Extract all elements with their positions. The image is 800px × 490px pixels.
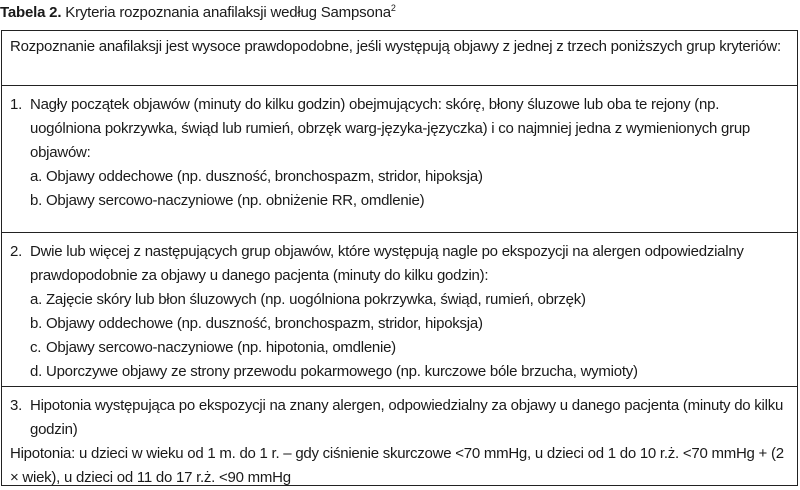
- item-text: Objawy oddechowe (np. duszność, bronchospazm, stridor, hipoksja): [46, 168, 483, 185]
- table-caption: [0, 3, 396, 23]
- item-text: Zajęcie skóry lub błon śluzowych (np. uogólniona pokrzywka, świąd, rumień, obrzęk): [46, 291, 586, 308]
- item-letter: c.: [30, 339, 42, 356]
- criterion-3: [10, 394, 789, 442]
- item-text: Objawy sercowo-naczyniowe (np. obniżenie RR, omdlenie): [46, 192, 425, 209]
- criterion-1-text: Nagły początek objawów (minuty do kilku godzin) obejmujących: skórę, błony śluzowe lub oba te rejony (np. uogólniona pokrzywka, świąd lub rumień, obrzęk warg-języka-języczka) i co najmniej jedna z wymienionych grup objawów:: [30, 96, 751, 161]
- item-letter: b.: [30, 315, 43, 332]
- item-text: Objawy sercowo-naczyniowe (np. hipotonia, omdlenie): [46, 339, 396, 356]
- item-letter: a.: [30, 168, 43, 185]
- criterion-2-item-c: [10, 336, 789, 360]
- item-letter: a.: [30, 291, 43, 308]
- criterion-3-cell: [2, 387, 797, 485]
- criterion-2-number: 2.: [10, 243, 23, 260]
- table-caption-title: Kryteria rozpoznania anafilaksji według Sampsona: [65, 4, 391, 21]
- criterion-2-item-a: [10, 288, 789, 312]
- table-caption-label: Tabela 2.: [0, 4, 62, 21]
- intro-text: Rozpoznanie anafilaksji jest wysoce prawdopodobne, jeśli występują objawy z jednej z trzech poniższych grup kryteriów:: [10, 38, 781, 55]
- criterion-3-number: 3.: [10, 397, 23, 414]
- criterion-2-text: Dwie lub więcej z następujących grup objawów, które występują nagle po ekspozycji na alergen odpowiedzialny prawdopodobnie za objawy u danego pacjenta (minuty do kilku godzin):: [30, 243, 744, 284]
- criterion-1: [10, 93, 789, 165]
- criterion-2-cell: [2, 233, 797, 387]
- criteria-table: [1, 30, 798, 486]
- criterion-3-text: Hipotonia występująca po ekspozycji na znany alergen, odpowiedzialny za objawy u danego pacjenta (minuty do kilku godzin): [30, 397, 784, 438]
- criterion-1-item-b: [10, 189, 789, 213]
- reference-marker: 2: [390, 3, 396, 13]
- item-letter: b.: [30, 192, 43, 209]
- criterion-1-item-a: [10, 165, 789, 189]
- item-text: Uporczywe objawy ze strony przewodu pokarmowego (np. kurczowe bóle brzucha, wymioty): [46, 363, 638, 380]
- criterion-2-item-d: [10, 360, 789, 384]
- item-text: Objawy oddechowe (np. duszność, bronchospazm, stridor, hipoksja): [46, 315, 483, 332]
- criterion-2-item-b: [10, 312, 789, 336]
- criterion-2: [10, 240, 789, 288]
- criterion-1-cell: [2, 86, 797, 233]
- criterion-1-number: 1.: [10, 96, 23, 113]
- intro-cell: [2, 31, 797, 86]
- hypotension-note: Hipotonia: u dzieci w wieku od 1 m. do 1 r. – gdy ciśnienie skurczowe <70 mmHg, u dzieci od 1 do 10 r.ż. <70 mmHg + (2 × wiek), u dzieci od 11 do 17 r.ż. <90 mmHg: [10, 445, 784, 486]
- item-letter: d.: [30, 363, 43, 380]
